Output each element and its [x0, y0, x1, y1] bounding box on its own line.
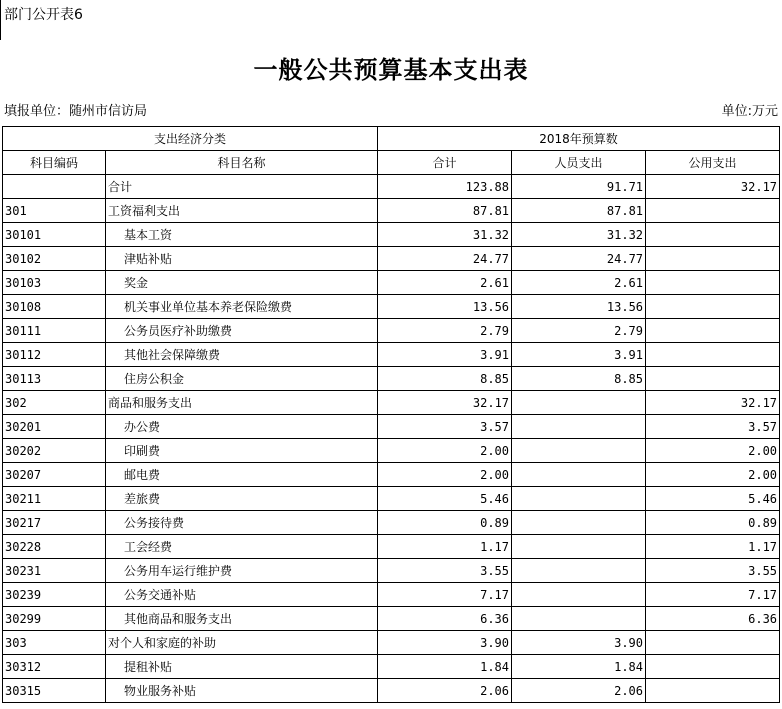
cell-personnel: 13.56 [512, 295, 646, 319]
cell-public [646, 655, 780, 679]
group-header-economic-class: 支出经济分类 [3, 127, 378, 151]
cell-name [106, 679, 378, 703]
table-header [3, 127, 780, 175]
table-row [3, 655, 780, 679]
cell-total: 32.17 [378, 391, 512, 415]
cell-public: 7.17 [646, 583, 780, 607]
cell-name [106, 511, 378, 535]
table-row [3, 679, 780, 703]
table-row [3, 223, 780, 247]
left-border-rule [0, 0, 1, 40]
cell-name-text: 公务用车运行维护费 [124, 564, 233, 578]
cell-personnel [512, 535, 646, 559]
table-row [3, 247, 780, 271]
cell-public: 32.17 [646, 391, 780, 415]
cell-code: 30228 [3, 535, 106, 559]
cell-code: 30299 [3, 607, 106, 631]
table-row [3, 631, 780, 655]
cell-name [106, 271, 378, 295]
cell-personnel [512, 487, 646, 511]
cell-name [106, 607, 378, 631]
cell-personnel [512, 391, 646, 415]
column-header-code: 科目编码 [3, 151, 106, 175]
cell-name [106, 223, 378, 247]
cell-name: 工资福利支出 [106, 199, 378, 223]
header-group-row [3, 127, 780, 151]
cell-name [106, 367, 378, 391]
cell-code: 30202 [3, 439, 106, 463]
cell-public [646, 343, 780, 367]
cell-code: 30102 [3, 247, 106, 271]
cell-code: 301 [3, 199, 106, 223]
cell-code [3, 175, 106, 199]
cell-total: 3.57 [378, 415, 512, 439]
cell-personnel: 24.77 [512, 247, 646, 271]
cell-code: 30207 [3, 463, 106, 487]
cell-total: 13.56 [378, 295, 512, 319]
cell-personnel [512, 511, 646, 535]
cell-name-text: 邮电费 [124, 468, 161, 482]
table-row [3, 295, 780, 319]
cell-personnel: 3.90 [512, 631, 646, 655]
cell-personnel [512, 415, 646, 439]
cell-name [106, 247, 378, 271]
column-header-personnel: 人员支出 [512, 151, 646, 175]
table-row [3, 583, 780, 607]
cell-public [646, 679, 780, 703]
cell-personnel: 87.81 [512, 199, 646, 223]
cell-public [646, 199, 780, 223]
cell-code: 30201 [3, 415, 106, 439]
cell-public [646, 367, 780, 391]
reporting-unit: 填报单位：随州市信访局 [4, 104, 148, 119]
cell-total: 1.17 [378, 535, 512, 559]
cell-personnel [512, 583, 646, 607]
cell-public: 1.17 [646, 535, 780, 559]
cell-code: 30108 [3, 295, 106, 319]
cell-name-text: 其他商品和服务支出 [124, 612, 233, 626]
cell-name-text: 机关事业单位基本养老保险缴费 [124, 300, 293, 314]
cell-name-text: 办公费 [124, 420, 161, 434]
cell-name [106, 343, 378, 367]
cell-total: 87.81 [378, 199, 512, 223]
cell-personnel [512, 463, 646, 487]
table-row [3, 607, 780, 631]
cell-public [646, 631, 780, 655]
cell-name: 对个人和家庭的补助 [106, 631, 378, 655]
cell-total: 3.91 [378, 343, 512, 367]
cell-code: 303 [3, 631, 106, 655]
cell-code: 30112 [3, 343, 106, 367]
cell-name [106, 319, 378, 343]
cell-public [646, 295, 780, 319]
cell-personnel [512, 607, 646, 631]
cell-public: 3.55 [646, 559, 780, 583]
cell-code: 30211 [3, 487, 106, 511]
table-row [3, 343, 780, 367]
cell-name-text: 提租补贴 [124, 660, 173, 674]
cell-personnel: 2.79 [512, 319, 646, 343]
table-row [3, 559, 780, 583]
cell-total: 7.17 [378, 583, 512, 607]
unit-line [4, 100, 778, 120]
table-row [3, 415, 780, 439]
cell-name [106, 487, 378, 511]
cell-personnel: 8.85 [512, 367, 646, 391]
cell-code: 30217 [3, 511, 106, 535]
header-column-row [3, 151, 780, 175]
cell-public: 32.17 [646, 175, 780, 199]
cell-code: 30315 [3, 679, 106, 703]
cell-total: 3.90 [378, 631, 512, 655]
page-title: 一般公共预算基本支出表 [253, 56, 529, 84]
cell-public: 2.00 [646, 439, 780, 463]
cell-total: 6.36 [378, 607, 512, 631]
cell-total: 24.77 [378, 247, 512, 271]
cell-public [646, 247, 780, 271]
column-header-total: 合计 [378, 151, 512, 175]
cell-name-text: 印刷费 [124, 444, 161, 458]
column-header-name: 科目名称 [106, 151, 378, 175]
cell-name [106, 655, 378, 679]
cell-total: 0.89 [378, 511, 512, 535]
cell-name-text: 公务交通补贴 [124, 588, 197, 602]
cell-personnel: 2.06 [512, 679, 646, 703]
cell-name [106, 559, 378, 583]
cell-name-text: 住房公积金 [124, 372, 185, 386]
cell-code: 30101 [3, 223, 106, 247]
table-row [3, 439, 780, 463]
cell-code: 30113 [3, 367, 106, 391]
cell-name [106, 583, 378, 607]
cell-total: 31.32 [378, 223, 512, 247]
cell-total: 5.46 [378, 487, 512, 511]
table-body [3, 175, 780, 703]
table-row [3, 487, 780, 511]
cell-name: 商品和服务支出 [106, 391, 378, 415]
group-header-budget-2018: 2018年预算数 [378, 127, 780, 151]
table-row [3, 511, 780, 535]
cell-name-text: 基本工资 [124, 228, 173, 242]
cell-total: 2.00 [378, 463, 512, 487]
cell-name [106, 415, 378, 439]
cell-name-text: 公务接待费 [124, 516, 185, 530]
cell-name: 合计 [106, 175, 378, 199]
currency-unit: 单位:万元 [721, 104, 778, 119]
cell-total: 2.00 [378, 439, 512, 463]
table-row [3, 535, 780, 559]
cell-personnel: 2.61 [512, 271, 646, 295]
table-row [3, 319, 780, 343]
cell-public [646, 271, 780, 295]
cell-name-text: 公务员医疗补助缴费 [124, 324, 233, 338]
cell-public [646, 319, 780, 343]
cell-total: 123.88 [378, 175, 512, 199]
cell-public: 2.00 [646, 463, 780, 487]
cell-public: 5.46 [646, 487, 780, 511]
cell-name [106, 295, 378, 319]
cell-personnel: 91.71 [512, 175, 646, 199]
cell-code: 30312 [3, 655, 106, 679]
cell-name [106, 535, 378, 559]
cell-code: 30103 [3, 271, 106, 295]
table-row [3, 463, 780, 487]
cell-personnel: 3.91 [512, 343, 646, 367]
cell-name-text: 差旅费 [124, 492, 161, 506]
cell-name-text: 工会经费 [124, 540, 173, 554]
table-row [3, 199, 780, 223]
cell-personnel [512, 439, 646, 463]
cell-code: 30111 [3, 319, 106, 343]
cell-name-text: 其他社会保障缴费 [124, 348, 221, 362]
budget-table [2, 126, 780, 703]
cell-total: 2.79 [378, 319, 512, 343]
table-row [3, 175, 780, 199]
cell-total: 1.84 [378, 655, 512, 679]
cell-code: 302 [3, 391, 106, 415]
column-header-public: 公用支出 [646, 151, 780, 175]
table-row [3, 391, 780, 415]
cell-personnel [512, 559, 646, 583]
table-row [3, 367, 780, 391]
cell-public: 0.89 [646, 511, 780, 535]
cell-name [106, 463, 378, 487]
table-number-label: 部门公开表6 [4, 7, 83, 23]
cell-name-text: 奖金 [124, 276, 149, 290]
cell-total: 8.85 [378, 367, 512, 391]
cell-personnel: 1.84 [512, 655, 646, 679]
cell-code: 30231 [3, 559, 106, 583]
cell-total: 2.61 [378, 271, 512, 295]
cell-personnel: 31.32 [512, 223, 646, 247]
cell-total: 3.55 [378, 559, 512, 583]
cell-public: 3.57 [646, 415, 780, 439]
cell-code: 30239 [3, 583, 106, 607]
cell-name-text: 津贴补贴 [124, 252, 173, 266]
cell-public: 6.36 [646, 607, 780, 631]
cell-public [646, 223, 780, 247]
cell-total: 2.06 [378, 679, 512, 703]
cell-name-text: 物业服务补贴 [124, 684, 197, 698]
table-row [3, 271, 780, 295]
cell-name [106, 439, 378, 463]
